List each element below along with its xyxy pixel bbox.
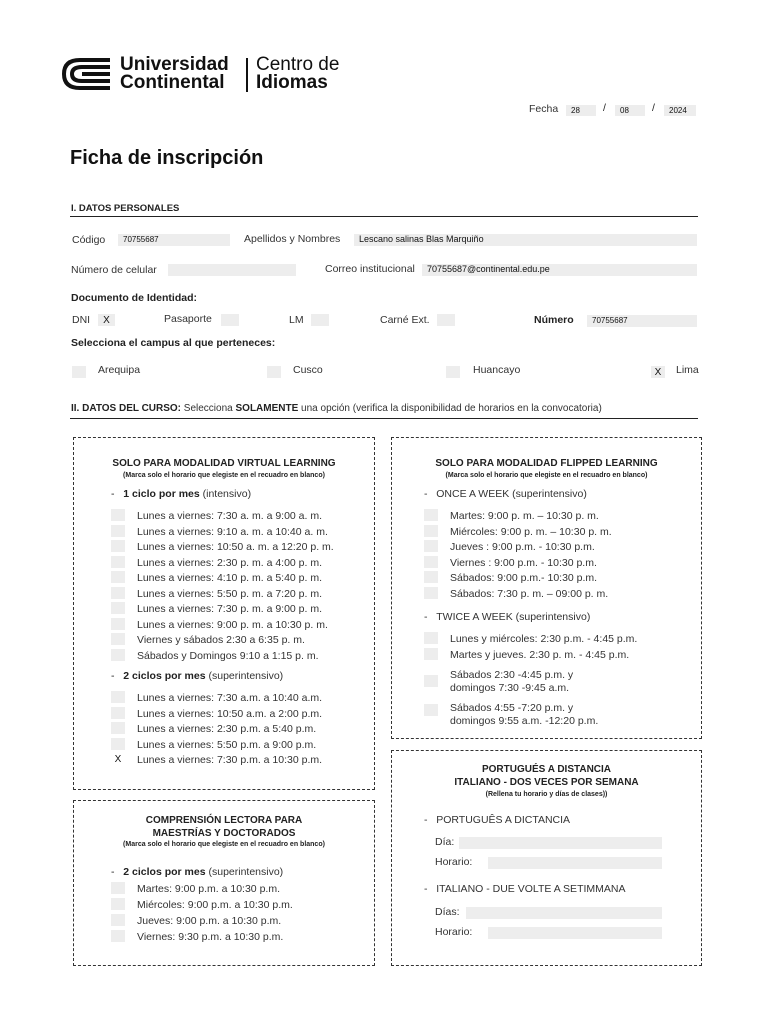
option-label: Viernes: 9:30 p.m. a 10:30 p.m. <box>137 931 284 943</box>
portugues-title-line1: PORTUGUÉS A DISTANCIA <box>481 764 612 775</box>
lm-label: LM <box>289 314 304 326</box>
page-title: Ficha de inscripción <box>70 147 264 169</box>
numero-field[interactable]: 70755687 <box>587 315 697 327</box>
virtual-learning-subtitle: (Marca solo el horario que elegiste en el recuadro en blanco) <box>123 472 325 479</box>
option-label: Lunes a viernes: 5:50 p.m. a 9:00 p.m. <box>137 739 317 751</box>
option-label: Lunes a viernes: 7:30 a.m. a 10:40 a.m. <box>137 692 323 704</box>
codigo-field[interactable]: 70755687 <box>118 234 230 246</box>
comprension-group-heading <box>111 866 283 879</box>
italiano-dias-label: Días: <box>435 906 460 918</box>
option-checkbox[interactable] <box>111 691 125 703</box>
celular-field[interactable] <box>168 264 296 276</box>
fecha-month-field[interactable]: 08 <box>615 105 645 116</box>
virtual-group1-rest: (intensivo) <box>199 488 252 500</box>
comprension-title-line2: MAESTRÍAS Y DOCTORADOS <box>152 828 296 839</box>
option-checkbox[interactable] <box>111 898 125 910</box>
option-checkbox[interactable] <box>424 540 438 552</box>
option-checkbox[interactable] <box>111 649 125 661</box>
option-label: Lunes y miércoles: 2:30 p.m. - 4:45 p.m. <box>450 633 638 645</box>
apellidos-field[interactable]: Lescano salinas Blas Marquiño <box>354 234 697 246</box>
campus-lima-label: Lima <box>676 364 699 376</box>
flipped-learning-subtitle: (Marca solo el horario que elegiste en el recuadro en blanco) <box>445 472 648 479</box>
campus-lima-checkbox[interactable]: X <box>651 366 665 378</box>
option-label: Miércoles: 9:00 p.m. a 10:30 p.m. <box>137 899 293 911</box>
portugues-horario-field[interactable] <box>488 857 662 869</box>
option-checkbox[interactable] <box>424 675 438 687</box>
option-checkbox[interactable] <box>111 525 125 537</box>
portugues-label: - PORTUGUÊS A DICTANCIA <box>424 814 571 826</box>
portugues-subtitle: (Rellena tu horario y días de clases)) <box>485 791 608 798</box>
italiano-horario-field[interactable] <box>488 927 662 939</box>
option-label: Lunes a viernes: 10:50 a. m. a 12:20 p. m. <box>137 541 334 553</box>
option-checkbox[interactable] <box>111 602 125 614</box>
virtual-group1-dash: - <box>111 488 115 500</box>
option-checkbox[interactable] <box>424 632 438 644</box>
option-checkbox[interactable] <box>424 648 438 660</box>
flipped-group2-heading <box>424 611 590 624</box>
option-checkbox[interactable] <box>424 525 438 537</box>
logo-center-line2: Idiomas <box>256 72 328 93</box>
option-label: Lunes a viernes: 9:10 a. m. a 10:40 a. m. <box>137 526 328 538</box>
lm-checkbox[interactable] <box>311 314 329 326</box>
fecha-year-field[interactable]: 2024 <box>664 105 696 116</box>
italiano-dias-field[interactable] <box>466 907 662 919</box>
option-checkbox[interactable] <box>424 571 438 583</box>
flipped-group1-heading <box>424 488 587 501</box>
university-logo-icon <box>60 56 112 92</box>
option-label: Lunes a viernes: 2:30 p. m. a 4:00 p. m. <box>137 557 323 569</box>
option-checkbox[interactable] <box>111 540 125 552</box>
carne-checkbox[interactable] <box>437 314 455 326</box>
option-checkbox[interactable] <box>424 587 438 599</box>
option-label: Sábados 2:30 -4:45 p.m. y <box>450 669 574 681</box>
pasaporte-label: Pasaporte <box>164 313 212 325</box>
option-checkbox[interactable] <box>111 587 125 599</box>
option-checkbox[interactable] <box>111 633 125 645</box>
option-label: Lunes a viernes: 9:00 p. m. a 10:30 p. m. <box>137 619 328 631</box>
virtual-group2-heading <box>111 670 283 683</box>
logo-divider <box>246 58 248 92</box>
option-checkbox[interactable] <box>111 707 125 719</box>
comprension-group-dash: - <box>111 866 115 878</box>
section-course-heading: II. DATOS DEL CURSO: <box>71 403 182 414</box>
option-label: Martes y jueves. 2:30 p. m. - 4:45 p.m. <box>450 649 630 661</box>
option-label: Jueves: 9:00 p.m. a 10:30 p.m. <box>137 915 282 927</box>
campus-label: Selecciona el campus al que perteneces: <box>71 337 276 349</box>
virtual-group2-bold: 2 ciclos por mes <box>123 670 206 682</box>
campus-cusco-label: Cusco <box>293 364 323 376</box>
option-label-line2: domingos 9:55 a.m. -12:20 p.m. <box>450 715 599 727</box>
documento-label: Documento de Identidad: <box>71 292 197 304</box>
comprension-subtitle: (Marca solo el horario que elegiste en el recuadro en blanco) <box>123 841 325 848</box>
option-checkbox[interactable]: X <box>114 754 122 765</box>
campus-arequipa-checkbox[interactable] <box>72 366 86 378</box>
italiano-label: - ITALIANO - DUE VOLTE A SETIMMANA <box>424 883 626 895</box>
celular-label: Número de celular <box>71 264 157 276</box>
fecha-label: Fecha <box>529 103 559 115</box>
option-checkbox[interactable] <box>111 556 125 568</box>
section-course-divider <box>70 418 698 419</box>
portugues-dia-field[interactable] <box>459 837 662 849</box>
fecha-slash-1: / <box>603 102 606 114</box>
dni-label: DNI <box>72 314 91 326</box>
fecha-day-field[interactable]: 28 <box>566 105 596 116</box>
flipped-group1-label: ONCE A WEEK <box>436 488 510 500</box>
logo <box>60 56 360 94</box>
section-personal-divider <box>70 216 698 217</box>
portugues-horario-label: Horario: <box>435 856 473 868</box>
option-label: Viernes : 9:00 p.m. - 10:30 p.m. <box>450 557 597 569</box>
portugues-dia-label: Día: <box>435 836 455 848</box>
portugues-title-line2: ITALIANO - DOS VECES POR SEMANA <box>454 777 639 788</box>
correo-label: Correo institucional <box>325 263 415 275</box>
option-label: Sábados: 7:30 p. m. – 09:00 p. m. <box>450 588 609 600</box>
virtual-group1-heading <box>111 488 251 501</box>
codigo-label: Código <box>72 234 106 246</box>
virtual-group2-dash: - <box>111 670 115 682</box>
italiano-horario-label: Horario: <box>435 926 473 938</box>
option-label: Martes: 9:00 p. m. – 10:30 p. m. <box>450 510 599 522</box>
option-label: Martes: 9:00 p.m. a 10:30 p.m. <box>137 883 280 895</box>
option-label: Lunes a viernes: 7:30 a. m. a 9:00 a. m. <box>137 510 323 522</box>
virtual-group1-bold: 1 ciclo por mes <box>123 488 200 500</box>
option-label: Lunes a viernes: 10:50 a.m. a 2:00 p.m. <box>137 708 323 720</box>
dni-checkbox[interactable]: X <box>98 314 115 326</box>
comprension-group-bold: 2 ciclos por mes <box>123 866 206 878</box>
option-label: Lunes a viernes: 4:10 p. m. a 5:40 p. m. <box>137 572 323 584</box>
option-label: Sábados y Domingos 9:10 a 1:15 p. m. <box>137 650 319 662</box>
logo-name-line2: Continental <box>120 72 225 93</box>
option-label: Jueves : 9:00 p.m. - 10:30 p.m. <box>450 541 595 553</box>
fecha-slash-2: / <box>652 102 655 114</box>
section-course-instruction-2: una opción (verifica la disponibilidad de horarios en la convocatoria) <box>298 403 602 414</box>
option-label: Miércoles: 9:00 p. m. – 10:30 p. m. <box>450 526 612 538</box>
flipped-group2-rest: (superintensivo) <box>512 611 591 623</box>
option-checkbox[interactable] <box>424 704 438 716</box>
option-label: Sábados 4:55 -7:20 p.m. y <box>450 702 574 714</box>
option-label: Lunes a viernes: 7:30 p.m. a 10:30 p.m. <box>137 754 323 766</box>
comprension-group-rest: (superintensivo) <box>205 866 284 878</box>
flipped-group2-label: TWICE A WEEK <box>436 611 513 623</box>
numero-label: Número <box>534 314 574 326</box>
correo-field[interactable]: 70755687@continental.edu.pe <box>422 264 697 276</box>
option-checkbox[interactable] <box>111 722 125 734</box>
section-course-solamente: SOLAMENTE <box>235 403 299 414</box>
option-checkbox[interactable] <box>424 556 438 568</box>
section-course-instruction-1: Selecciona <box>181 403 236 414</box>
option-checkbox[interactable] <box>424 509 438 521</box>
comprension-title-line1: COMPRENSIÓN LECTORA PARA <box>145 815 303 826</box>
option-checkbox[interactable] <box>111 738 125 750</box>
logo-name-line1: Universidad <box>120 54 229 75</box>
campus-arequipa-label: Arequipa <box>98 364 141 376</box>
campus-huancayo-label: Huancayo <box>473 364 521 376</box>
flipped-group1-rest: (superintensivo) <box>509 488 587 500</box>
logo-center-line1: Centro de <box>256 54 340 75</box>
option-label: Viernes y sábados 2:30 a 6:35 p. m. <box>137 634 305 646</box>
option-label: Sábados: 9:00 p.m.- 10:30 p.m. <box>450 572 598 584</box>
flipped-group1-dash: - <box>424 488 428 500</box>
virtual-group2-rest: (superintensivo) <box>205 670 284 682</box>
option-checkbox[interactable] <box>111 882 125 894</box>
option-label: Lunes a viernes: 7:30 p. m. a 9:00 p. m. <box>137 603 323 615</box>
option-checkbox[interactable] <box>111 914 125 926</box>
option-label: Lunes a viernes: 5:50 p. m. a 7:20 p. m. <box>137 588 323 600</box>
carne-label: Carné Ext. <box>380 314 430 326</box>
flipped-learning-title: SOLO PARA MODALIDAD FLIPPED LEARNING <box>435 458 658 469</box>
section-personal-title: I. DATOS PERSONALES <box>71 203 180 214</box>
campus-huancayo-checkbox[interactable] <box>446 366 460 378</box>
option-checkbox[interactable] <box>111 571 125 583</box>
option-label-line2: domingos 7:30 -9:45 a.m. <box>450 682 570 694</box>
option-checkbox[interactable] <box>111 930 125 942</box>
option-label: Lunes a viernes: 2:30 p.m. a 5:40 p.m. <box>137 723 317 735</box>
option-checkbox[interactable] <box>111 509 125 521</box>
campus-cusco-checkbox[interactable] <box>267 366 281 378</box>
apellidos-label: Apellidos y Nombres <box>244 233 341 245</box>
virtual-learning-title: SOLO PARA MODALIDAD VIRTUAL LEARNING <box>112 458 336 469</box>
section-course-title <box>71 402 602 415</box>
pasaporte-checkbox[interactable] <box>221 314 239 326</box>
flipped-group2-dash: - <box>424 611 428 623</box>
option-checkbox[interactable] <box>111 618 125 630</box>
